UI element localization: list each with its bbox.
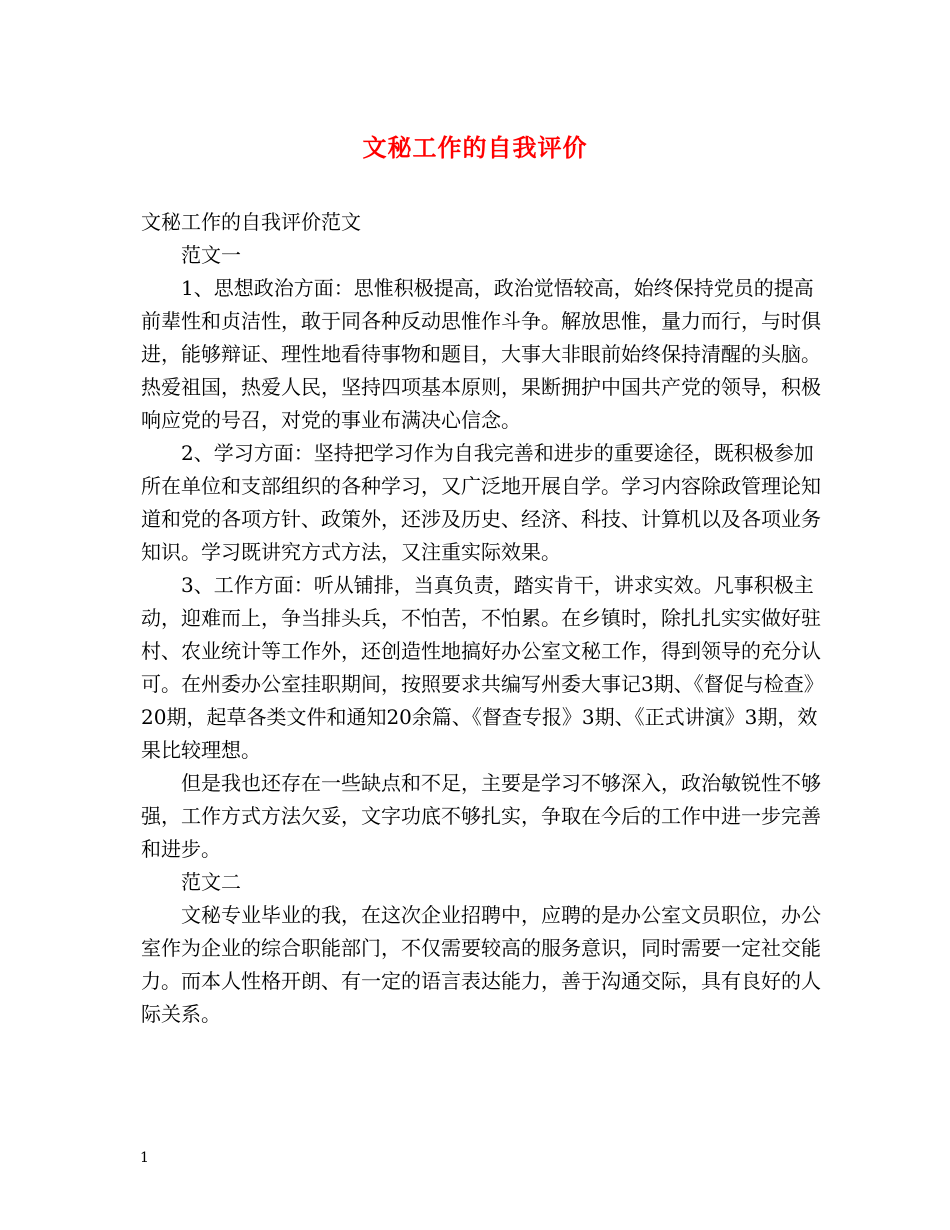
section-heading-sample-one: 范文一: [181, 243, 241, 267]
document-title: 文秘工作的自我评价: [362, 133, 588, 162]
paragraph-ideology: 1、思想政治方面：思惟积极提高，政治觉悟较高，始终保持党员的提高前辈性和贞洁性，敢于同各种反动思惟作斗争。解放思惟，量力而行，与时俱进，能够辩证、理性地看待事物和题目，大事大非眼前始终保持清醒的头脑。热爱祖国，热爱人民，坚持四项基本原则，果断拥护中国共产党的领导，积极响应党的号召，对党的事业布满决心信念。: [141, 276, 821, 432]
section-heading-sample-two: 范文二: [181, 870, 241, 894]
document-body: [141, 206, 821, 1031]
paragraph-shortcomings: 但是我也还存在一些缺点和不足，主要是学习不够深入，政治敏锐性不够强，工作方式方法欠妥，文字功底不够扎实，争取在今后的工作中进一步完善和进步。: [141, 771, 821, 861]
paragraph-study: 2、学习方面：坚持把学习作为自我完善和进步的重要途径，既积极参加所在单位和支部组织的各种学习，又广泛地开展自学。学习内容除政管理论知道和党的各项方针、政策外，还涉及历史、经济、科技、计算机以及各项业务知识。学习既讲究方式方法，又注重实际效果。: [141, 441, 821, 564]
paragraph-work: 3、工作方面：听从铺排，当真负责，踏实肯干，讲求实效。凡事积极主动，迎难而上，争当排头兵，不怕苦，不怕累。在乡镇时，除扎扎实实做好驻村、农业统计等工作外，还创造性地搞好办公室文秘工作，得到领导的充分认可。在州委办公室挂职期间，按照要求共编写州委大事记3期、《督促与检查》20期，起草各类文件和通知20余篇、《督查专报》3期、《正式讲演》3期，效果比较理想。: [141, 573, 821, 762]
subtitle-paragraph: 文秘工作的自我评价范文: [141, 210, 361, 234]
paragraph-application: 文秘专业毕业的我，在这次企业招聘中，应聘的是办公室文员职位，办公室作为企业的综合职能部门，不仅需要较高的服务意识，同时需要一定社交能力。而本人性格开朗、有一定的语言表达能力，善于沟通交际，具有良好的人际关系。: [141, 903, 821, 1026]
page-number: 1: [140, 1150, 149, 1166]
